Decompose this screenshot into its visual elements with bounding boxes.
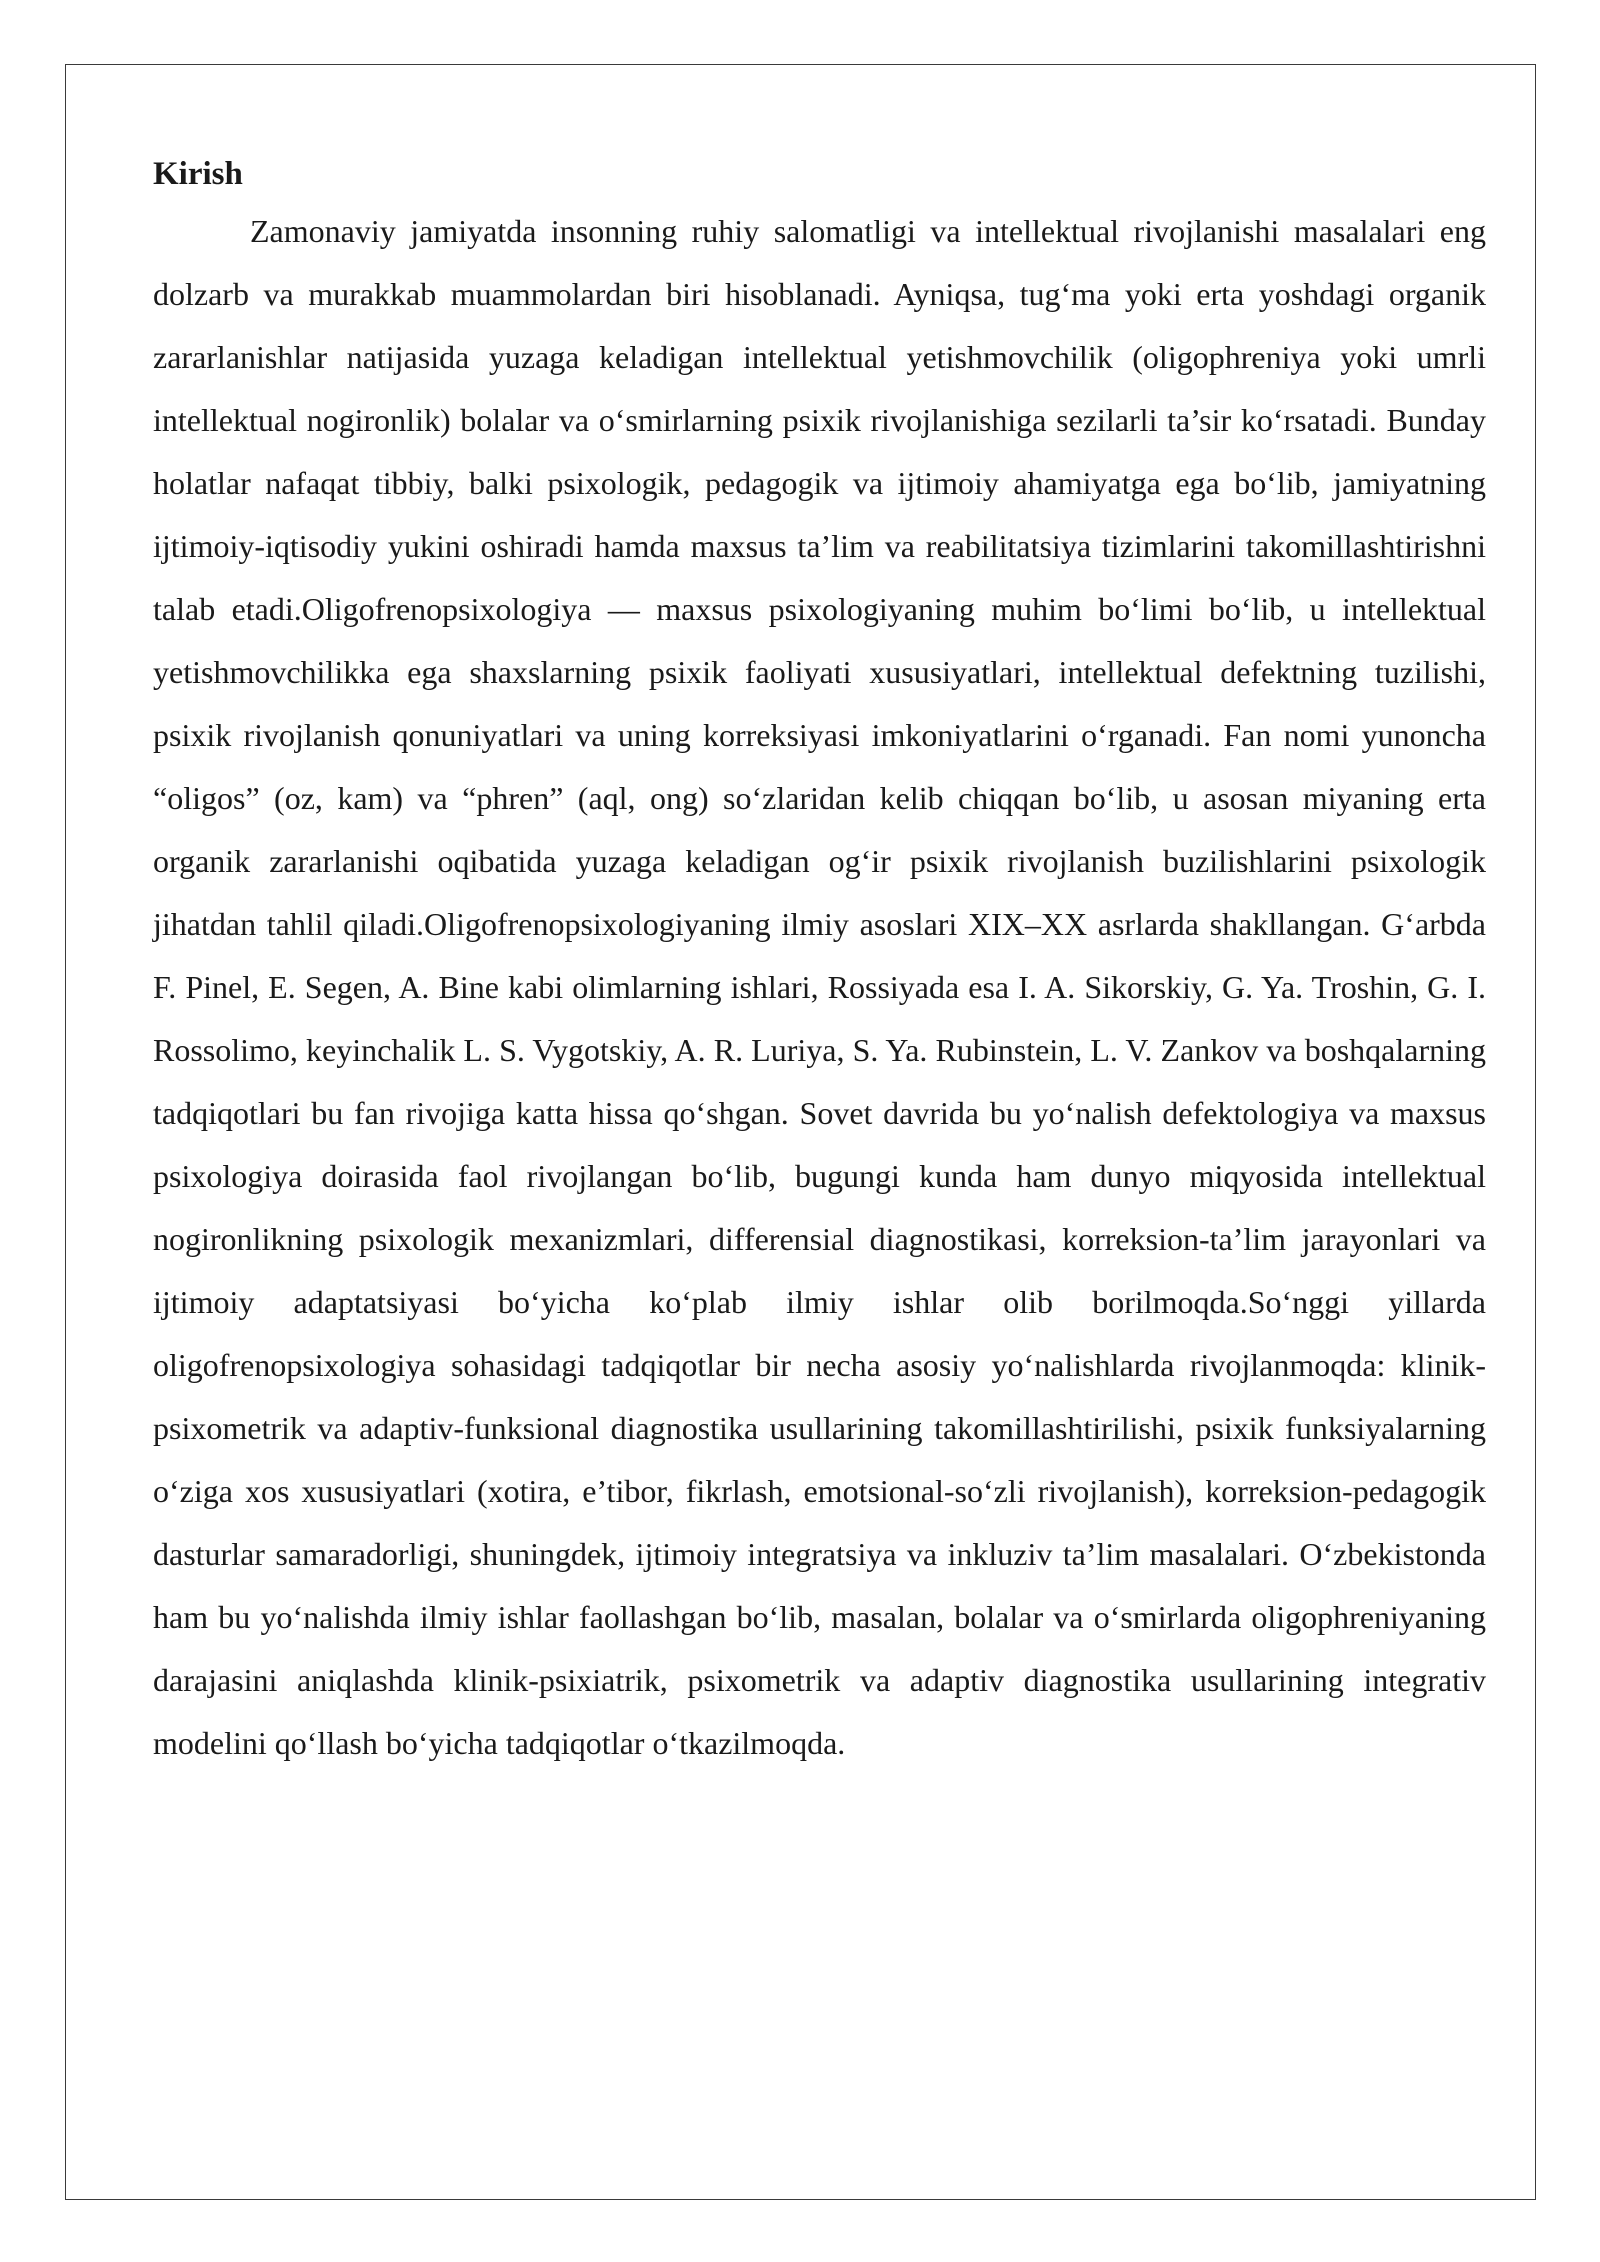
section-heading: Kirish [153,156,243,192]
document-body [153,148,1486,1775]
body-paragraph: Zamonaviy jamiyatda insonning ruhiy salomatligi va intellektual rivojlanishi masalalari eng dolzarb va murakkab muammolardan biri hisoblanadi. Ayniqsa, tug‘ma yoki erta yoshdagi organik zararlanishlar natijasida yuzaga keladigan intellektual yetishmovchilik (oligophreniya yoki umrli intellektual nogironlik) bolalar va o‘smirlarning psixik rivojlanishiga sezilarli ta’sir ko‘rsatadi. Bunday holatlar nafaqat tibbiy, balki psixologik, pedagogik va ijtimoiy ahamiyatga ega bo‘lib, jamiyatning ijtimoiy-iqtisodiy yukini oshiradi hamda maxsus ta’lim va reabilitatsiya tizimlarini takomillashtirishni talab etadi.Oligofrenopsixologiya — maxsus psixologiyaning muhim bo‘limi bo‘lib, u intellektual yetishmovchilikka ega shaxslarning psixik faoliyati xususiyatlari, intellektual defektning tuzilishi, psixik rivojlanish qonuniyatlari va uning korreksiyasi imkoniyatlarini o‘rganadi. Fan nomi yunoncha “oligos” (oz, kam) va “phren” (aql, ong) so‘zlaridan kelib chiqqan bo‘lib, u asosan miyaning erta organik zararlanishi oqibatida yuzaga keladigan og‘ir psixik rivojlanish buzilishlarini psixologik jihatdan tahlil qiladi.Oligofrenopsixologiyaning ilmiy asoslari XIX–XX asrlarda shakllangan. G‘arbda F. Pinel, E. Segen, A. Bine kabi olimlarning ishlari, Rossiyada esa I. A. Sikorskiy, G. Ya. Troshin, G. I. Rossolimo, keyinchalik L. S. Vygotskiy, A. R. Luriya, S. Ya. Rubinstein, L. V. Zankov va boshqalarning tadqiqotlari bu fan rivojiga katta hissa qo‘shgan. Sovet davrida bu yo‘nalish defektologiya va maxsus psixologiya doirasida faol rivojlangan bo‘lib, bugungi kunda ham dunyo miqyosida intellektual nogironlikning psixologik mexanizmlari, differensial diagnostikasi, korreksion-ta’lim jarayonlari va ijtimoiy adaptatsiyasi bo‘yicha ko‘plab ilmiy ishlar olib borilmoqda.So‘nggi yillarda oligofrenopsixologiya sohasidagi tadqiqotlar bir necha asosiy yo‘nalishlarda rivojlanmoqda: klinik-psixometrik va adaptiv-funksional diagnostika usullarining takomillashtirilishi, psixik funksiyalarning o‘ziga xos xususiyatlari (xotira, e’tibor, fikrlash, emotsional-so‘zli rivojlanish), korreksion-pedagogik dasturlar samaradorligi, shuningdek, ijtimoiy integratsiya va inkluziv ta’lim masalalari. O‘zbekistonda ham bu yo‘nalishda ilmiy ishlar faollashgan bo‘lib, masalan, bolalar va o‘smirlarda oligophreniyaning darajasini aniqlashda klinik-psixiatrik, psixometrik va adaptiv diagnostika usullarining integrativ modelini qo‘llash bo‘yicha tadqiqotlar o‘tkazilmoqda. [153,213,1486,1761]
